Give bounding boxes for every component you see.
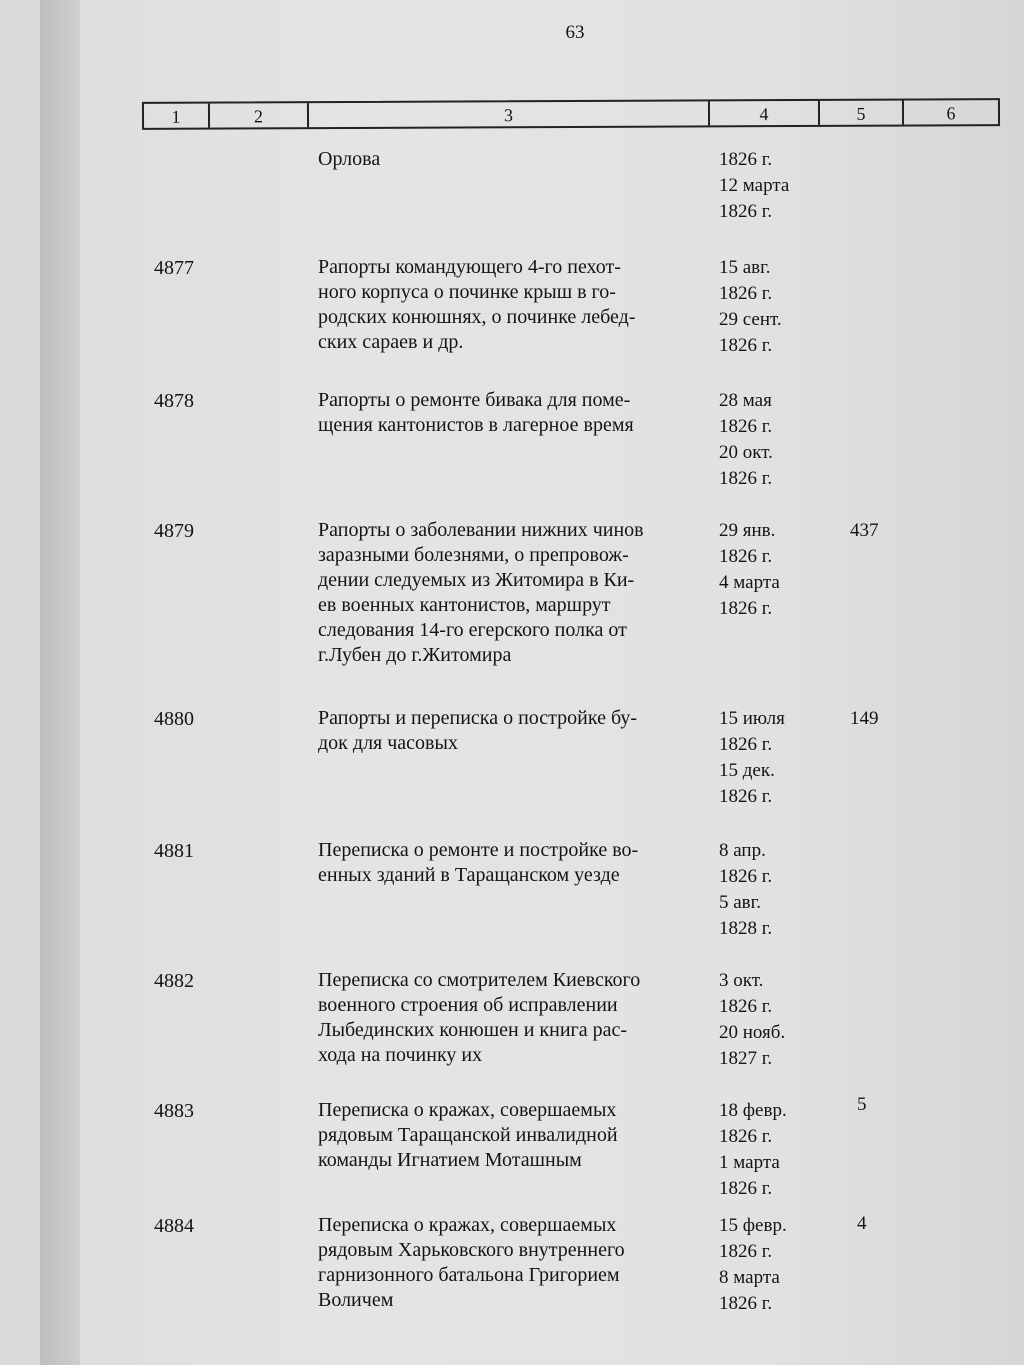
date-line: 1827 г.	[719, 1048, 773, 1069]
date-line: 15 авг.	[719, 257, 771, 278]
header-col-5: 5	[820, 101, 904, 125]
description-line: Переписка со смотрителем Киевского	[318, 969, 641, 991]
date-line: 15 февр.	[719, 1215, 787, 1236]
date-line: 1826 г.	[719, 786, 773, 807]
date-line: 12 марта	[719, 175, 790, 196]
date-line: 8 апр.	[719, 840, 766, 861]
entry-description	[318, 518, 708, 668]
description-line: рядовым Таращанской инвалидной	[318, 1124, 618, 1146]
date-line: 4 марта	[719, 572, 780, 593]
date-line: 29 сент.	[719, 309, 782, 330]
entry-description	[318, 1213, 708, 1313]
date-line: 1826 г.	[719, 335, 773, 356]
entry-sheet-count: 5	[857, 1094, 867, 1115]
description-line: Переписка о кражах, совершаемых	[318, 1099, 617, 1121]
date-line: 1828 г.	[719, 918, 773, 939]
date-line: 1826 г.	[719, 1178, 773, 1199]
description-line: Лыбединских конюшен и книга рас-	[318, 1019, 628, 1041]
entry-description	[318, 706, 708, 756]
description-line: Переписка о кражах, совершаемых	[318, 1214, 617, 1236]
entry-dates	[719, 838, 829, 942]
date-line: 1826 г.	[719, 149, 773, 170]
date-line: 1826 г.	[719, 468, 773, 489]
entry-number: 4878	[154, 390, 194, 412]
date-line: 1826 г.	[719, 201, 773, 222]
description-line: енных зданий в Таращанском уезде	[318, 864, 620, 886]
description-line: родских конюшнях, о починке лебед-	[318, 306, 636, 328]
entry-description	[318, 388, 708, 438]
description-line: Переписка о ремонте и постройке во-	[318, 839, 639, 861]
date-line: 20 нояб.	[719, 1022, 786, 1043]
entry-number: 4881	[154, 840, 194, 862]
entry-description	[318, 255, 708, 355]
description-line: щения кантонистов в лагерное время	[318, 414, 634, 436]
date-line: 3 окт.	[719, 970, 764, 991]
date-line: 15 дек.	[719, 760, 775, 781]
table-header	[142, 98, 1000, 130]
description-line: ного корпуса о починке крыш в го-	[318, 281, 616, 303]
date-line: 1826 г.	[719, 416, 773, 437]
entry-dates	[719, 1098, 829, 1202]
description-line: хода на починку их	[318, 1044, 483, 1066]
date-line: 1826 г.	[719, 598, 773, 619]
date-line: 20 окт.	[719, 442, 773, 463]
date-line: 15 июля	[719, 708, 785, 729]
description-line: команды Игнатием Моташным	[318, 1149, 582, 1171]
description-line: заразными болезнями, о препровож-	[318, 544, 629, 566]
header-col-2: 2	[210, 103, 309, 127]
entry-dates	[719, 147, 829, 225]
date-line: 1826 г.	[719, 1126, 773, 1147]
entry-number: 4884	[154, 1215, 194, 1237]
page-edge	[40, 0, 80, 1365]
entry-sheet-count: 4	[857, 1213, 867, 1234]
description-line: Рапорты о заболевании нижних чинов	[318, 519, 644, 541]
description-line: Орлова	[318, 148, 381, 170]
description-line: военного строения об исправлении	[318, 994, 618, 1016]
description-line: док для часовых	[318, 732, 458, 754]
date-line: 1 марта	[719, 1152, 780, 1173]
description-line: дении следуемых из Житомира в Ки-	[318, 569, 635, 591]
date-line: 5 авг.	[719, 892, 762, 913]
description-line: ев военных кантонистов, маршрут	[318, 594, 611, 616]
date-line: 1826 г.	[719, 546, 773, 567]
entry-number: 4877	[154, 257, 194, 279]
entry-number: 4880	[154, 708, 194, 730]
date-line: 1826 г.	[719, 996, 773, 1017]
entry-description	[318, 147, 708, 172]
entry-dates	[719, 255, 829, 359]
header-col-1: 1	[144, 104, 210, 128]
entry-dates	[719, 706, 829, 810]
description-line: г.Лубен до г.Житомира	[318, 644, 512, 666]
entry-description	[318, 838, 708, 888]
date-line: 28 мая	[719, 390, 772, 411]
entry-number: 4882	[154, 970, 194, 992]
date-line: 1826 г.	[719, 1293, 773, 1314]
entry-dates	[719, 1213, 829, 1317]
description-line: Воличем	[318, 1289, 394, 1311]
date-line: 1826 г.	[719, 866, 773, 887]
description-line: следования 14-го егерского полка от	[318, 619, 627, 641]
entry-description	[318, 1098, 708, 1173]
description-line: Рапорты о ремонте бивака для поме-	[318, 389, 631, 411]
entry-sheet-count: 149	[850, 708, 879, 729]
date-line: 1826 г.	[719, 1241, 773, 1262]
header-col-3: 3	[309, 101, 710, 127]
entry-number: 4879	[154, 520, 194, 542]
entry-number: 4883	[154, 1100, 194, 1122]
description-line: Рапорты и переписка о постройке бу-	[318, 707, 638, 729]
header-col-4: 4	[710, 101, 820, 125]
date-line: 8 марта	[719, 1267, 780, 1288]
description-line: Рапорты командующего 4-го пехот-	[318, 256, 621, 278]
entry-sheet-count: 437	[850, 520, 879, 541]
date-line: 1826 г.	[719, 734, 773, 755]
description-line: гарнизонного батальона Григорием	[318, 1264, 620, 1286]
header-col-6: 6	[946, 102, 956, 123]
date-line: 1826 г.	[719, 283, 773, 304]
entry-dates	[719, 968, 829, 1072]
date-line: 29 янв.	[719, 520, 776, 541]
entry-dates	[719, 388, 829, 492]
entry-description	[318, 968, 708, 1068]
date-line: 18 февр.	[719, 1100, 787, 1121]
entry-dates	[719, 518, 829, 622]
page-number: 63	[565, 22, 585, 43]
description-line: ских сараев и др.	[318, 331, 464, 353]
description-line: рядовым Харьковского внутреннего	[318, 1239, 625, 1261]
